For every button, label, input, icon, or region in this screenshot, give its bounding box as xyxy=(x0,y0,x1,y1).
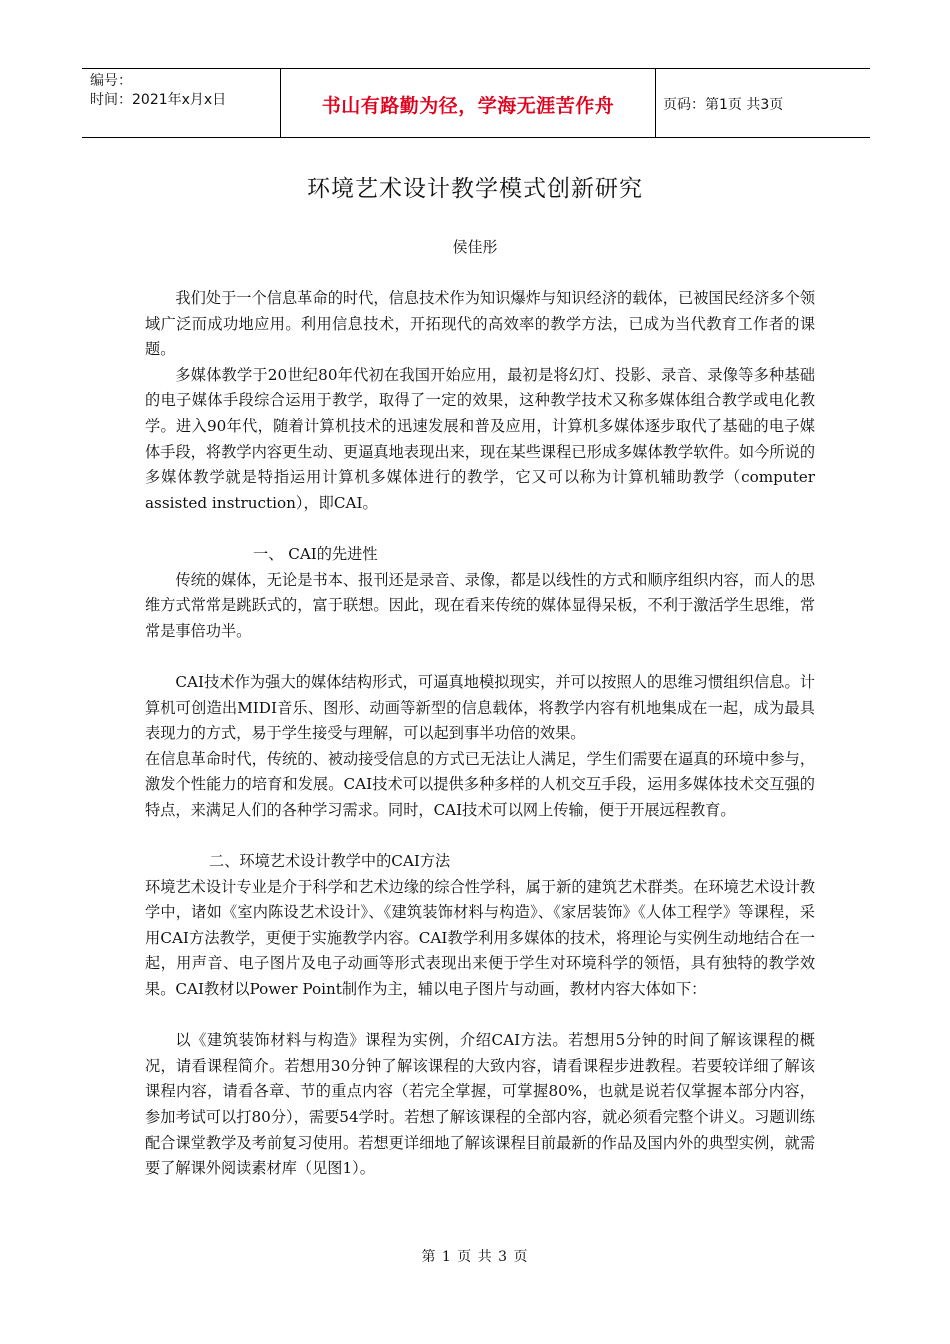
blank-line xyxy=(145,1003,815,1029)
blank-line xyxy=(145,644,815,670)
paragraph: 以《建筑装饰材料与构造》课程为实例，介绍CAI方法。若想用5分钟的时间了解该课程的概况，请看课程简介。若想用30分钟了解该课程的大致内容，请看课程步进教程。若要较详细了解该课程内容，请看各章、节的重点内容（若完全掌握，可掌握80%，也就是说若仅掌握本部分内容，参加考试可以打80分），需要54学时。若想了解该课程的全部内容，就必须看完整个讲义。习题训练配合课堂教学及考前复习使用。若想更详细地了解该课程目前最新的作品及国内外的典型实例，就需要了解课外阅读素材库（见图1）。 xyxy=(145,1031,815,1178)
header-meta-cell xyxy=(82,69,280,137)
paragraph: 我们处于一个信息革命的时代，信息技术作为知识爆炸与知识经济的载体，已被国民经济多个领域广泛而成功地应用。利用信息技术，开拓现代的高效率的教学方法，已成为当代教育工作者的课题。 xyxy=(145,289,815,359)
blank-line xyxy=(145,823,815,849)
page-footer: 第 1 页 共 3 页 xyxy=(421,1249,529,1265)
document-body xyxy=(145,286,815,1182)
paragraph: 在信息革命时代，传统的、被动接受信息的方式已无法让人满足，学生们需要在逼真的环境中参与，激发个性能力的培育和发展。CAI技术可以提供多种多样的人机交互手段，运用多媒体技术交互强的特点，来满足人们的各种学习需求。同时，CAI技术可以网上传输，便于开展远程教育。 xyxy=(145,749,815,819)
motto-text: 书山有路勤为径，学海无涯苦作舟 xyxy=(321,95,615,117)
paragraph: 多媒体教学于20世纪80年代初在我国开始应用，最初是将幻灯、投影、录音、录像等多种基础的电子媒体手段综合运用于教学，取得了一定的效果，这种教学技术又称多媒体组合教学或电化教学。进入90年代，随着计算机技术的迅速发展和普及应用，计算机多媒体逐步取代了基础的电子媒体手段，将教学内容更生动、更逼真地表现出来，现在某些课程已形成多媒体教学软件。如今所说的多媒体教学就是特指运用计算机多媒体进行的教学，它又可以称为计算机辅助教学（computer assisted instruction），即CAI。 xyxy=(145,365,815,512)
page-info: 页码：第1页 共3页 xyxy=(663,97,784,113)
date-label: 时间：2021年x月x日 xyxy=(90,92,227,108)
paragraph: CAI技术作为强大的媒体结构形式，可逼真地模拟现实，并可以按照人的思维习惯组织信息。计算机可创造出MIDI音乐、图形、动画等新型的信息载体，将教学内容有机地集成在一起，成为最具表现力的方式，易于学生接受与理解，可以起到事半功倍的效果。 xyxy=(145,672,815,743)
document-author: 侯佳彤 xyxy=(452,238,498,256)
section-heading: 一、 CAI的先进性 xyxy=(253,544,378,563)
header-page-cell xyxy=(655,69,870,137)
header-table xyxy=(82,68,870,138)
header-motto-cell xyxy=(280,69,656,137)
paragraph: 环境艺术设计专业是介于科学和艺术边缘的综合性学科，属于新的建筑艺术群类。在环境艺术设计教学中，诸如《室内陈设艺术设计》、《建筑装饰材料与构造》、《家居装饰》《人体工程学》等课程，采用CAI方法教学，更便于实施教学内容。CAI教学利用多媒体的技术，将理论与实例生动地结合在一起，用声音、电子图片及电子动画等形式表现出来便于学生对环境科学的领悟，具有独特的教学效果。CAI教材以Power Point制作为主，辅以电子图片与动画，教材内容大体如下： xyxy=(145,877,815,999)
blank-line xyxy=(145,516,815,542)
number-label: 编号： xyxy=(90,73,132,89)
section-heading: 二、环境艺术设计教学中的CAI方法 xyxy=(209,852,451,871)
document-title: 环境艺术设计教学模式创新研究 xyxy=(307,176,643,202)
paragraph: 传统的媒体，无论是书本、报刊还是录音、录像，都是以线性的方式和顺序组织内容，而人的思维方式常常是跳跃式的，富于联想。因此，现在看来传统的媒体显得呆板，不利于激活学生思维，常常是事倍功半。 xyxy=(145,570,815,640)
